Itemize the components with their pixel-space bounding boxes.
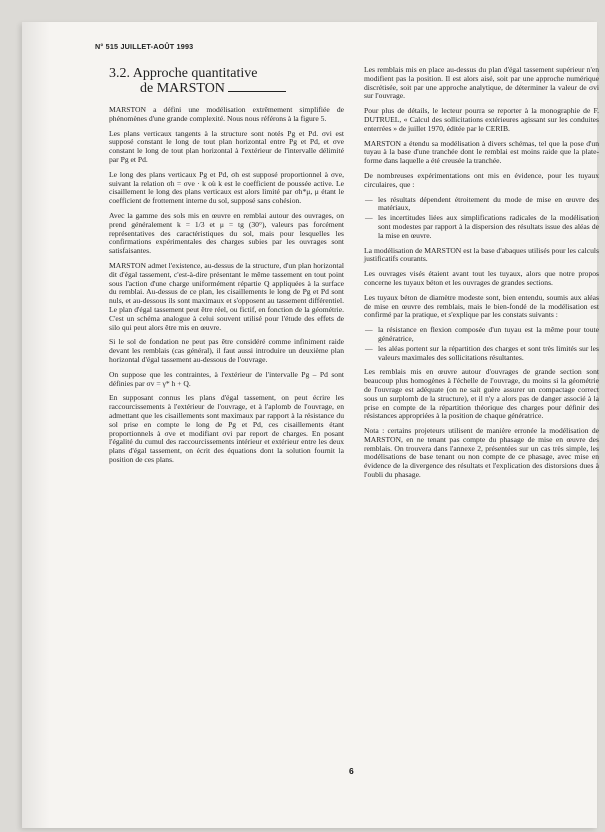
issue-header: N° 515 JUILLET-AOÛT 1993 [95, 42, 194, 51]
paragraph: MARSTON a étendu sa modélisation à divers schémas, tel que la pose d'un tuyau à la base d'une tranchée dont le remblai est moins raide que la plate-forme dans laquelle a été creusée la tranchée. [364, 138, 599, 166]
paragraph: La modélisation de MARSTON est la base d'abaques utilisés pour les calculs justificatifs courants. [364, 245, 599, 264]
section-title-line2: de MARSTON [140, 81, 225, 96]
section-title-line1: 3.2. Approche quantitative [109, 66, 258, 81]
nota-paragraph: Nota : certains projeteurs utilisent de manière erronée la modélisation de MARSTON, en ne tenant pas compte du phasage de mise en œuvre des remblais. On trouvera dans l'annexe 2, présentées sur un cas très simple, les modélisations de base tenant ou non compte de ce phasage, avec mise en évidence de la divergence des résultats et l'explication des distorsions dues à l'oubli du phasage. [364, 426, 599, 480]
paragraph: Les remblais mis en œuvre autour d'ouvrages de grande section sont beaucoup plus homogènes à l'échelle de l'ouvrage, du moins si la géométrie de l'ouvrage est adéquate (on ne sait guère assurer un compactage correct sous un surplomb de la structure), et il n'y a alors pas de danger associé à la prise en compte de la répartition théorique des charges pour définir des résistances appropriées à la position de chaque génératrice. [364, 367, 599, 421]
paragraph: Avec la gamme des sols mis en œuvre en remblai autour des ouvrages, on prend généralement k = 1/3 et μ = tg (30°), valeurs pas forcément représentatives des caractéristiques du sol, mais pour lesquelles les confirmations expérimentales des charges subies par les ouvrages sont satisfaisantes. [109, 210, 344, 256]
paragraph: Les tuyaux béton de diamètre modeste sont, bien entendu, soumis aux aléas de mise en œuvre des remblais, mais le bien-fondé de la modélisation est confirmé par la pratique, et s'explique par les constats suivants : [364, 292, 599, 320]
section-title-line2-wrap [109, 81, 344, 96]
paragraph: On suppose que les contraintes, à l'extérieur de l'intervalle Pg – Pd sont définies par σv = γ* h + Q. [109, 369, 344, 388]
right-column [364, 66, 599, 486]
constats-list [364, 326, 599, 362]
paragraph: Les plans verticaux tangents à la structure sont notés Pg et Pd. σvi est supposé constant le long de tout plan horizontal entre Pg et Pd, et σve constant le long de tout plan horizontal à l'extérieur de l'intervalle délimité par Pg et Pd. [109, 128, 344, 164]
paragraph: Le long des plans verticaux Pg et Pd, σh est supposé proportionnel à σve, suivant la relation σh = σve · k où k est le coefficient de poussée active. Le cisaillement le long des plans verticaux est alors limité par σh*μ, μ étant le coefficient de frottement interne du sol, supposé sans cohésion. [109, 169, 344, 206]
list-item: — la résistance en flexion composée d'un tuyau est la même pour toute génératrice, [378, 326, 599, 344]
findings-list [364, 196, 599, 241]
list-item: — les aléas portent sur la répartition des charges et sont très limités sur les valeurs maximales des sollicitations résultantes. [378, 345, 599, 363]
paragraph: Pour plus de détails, le lecteur pourra se reporter à la monographie de F. DUTRUEL, « Calcul des sollicitations extérieures agissant sur les conduites enterrées » de juillet 1970, éditée par le CERIB. [364, 106, 599, 133]
page-number: 6 [349, 766, 354, 776]
section-title [109, 66, 344, 96]
paragraph: En supposant connus les plans d'égal tassement, on peut écrire les raccourcissements à l'extérieur de l'ouvrage, et à l'aplomb de l'ouvrage, en admettant que les cisaillements sont maximaux par rapport à la résistance du sol prise en compte le long de Pg et Pd, ces cisaillements étant proportionnels à σve et modifiant σvi par report de charges. En posant l'égalité du cumul des raccourcissements intérieur et extérieur entre les deux plans d'égal tassement, on écrit des équations dont la solution fournit la position de ces plans. [109, 393, 344, 464]
paragraph: Si le sol de fondation ne peut pas être considéré comme infiniment raide devant les remblais (cas général), il faut aussi introduire un deuxième plan horizontal d'égal tassement au-dessous de l'ouvrage. [109, 337, 344, 364]
list-item: — les incertitudes liées aux simplifications radicales de la modélisation sont modestes par rapport à la dispersion des résultats issue des aléas de la mise en œuvre. [378, 214, 599, 240]
page-edge-shadow [22, 22, 50, 828]
list-item: — les résultats dépendent étroitement du mode de mise en œuvre des matériaux, [378, 196, 599, 214]
paragraph: MARSTON a défini une modélisation extrêmement simplifiée de phénomènes d'une grande complexité. Nous nous référons à la figure 5. [109, 105, 344, 123]
paragraph: Les remblais mis en place au-dessus du plan d'égal tassement supérieur n'en modifient pas la position. Il est alors aisé, soit par une approche numérique discrétisée, soit par une approche analytique, de déterminer la valeur de σvi sur l'ouvrage. [364, 65, 599, 101]
title-underline [228, 91, 286, 92]
paragraph: Les ouvrages visés étaient avant tout les tuyaux, alors que notre propos concerne les tuyaux béton et les ouvrages de grandes sections. [364, 269, 599, 287]
paragraph: De nombreuses expérimentations ont mis en évidence, pour les tuyaux circulaires, que : [364, 170, 599, 189]
paragraph: MARSTON admet l'existence, au-dessus de la structure, d'un plan horizontal dit d'égal tassement, c'est-à-dire présentant le même tassement en tout point sous l'action d'une charge uniformément répartie Q appliquées à la surface du remblai. Au-dessus de ce plan, les cisaillements le long de Pg et Pd sont nuls, et au-dessous ils sont maximaux et s'opposent au tassement différentiel. Le plan d'égal tassement peut être réel, ou fictif, en fonction de la géométrie. C'est un schéma analogue à celui souvent utilisé pour l'étude des effets de silo qui peut alors être mis en œuvre. [109, 260, 344, 332]
left-column [109, 66, 344, 471]
